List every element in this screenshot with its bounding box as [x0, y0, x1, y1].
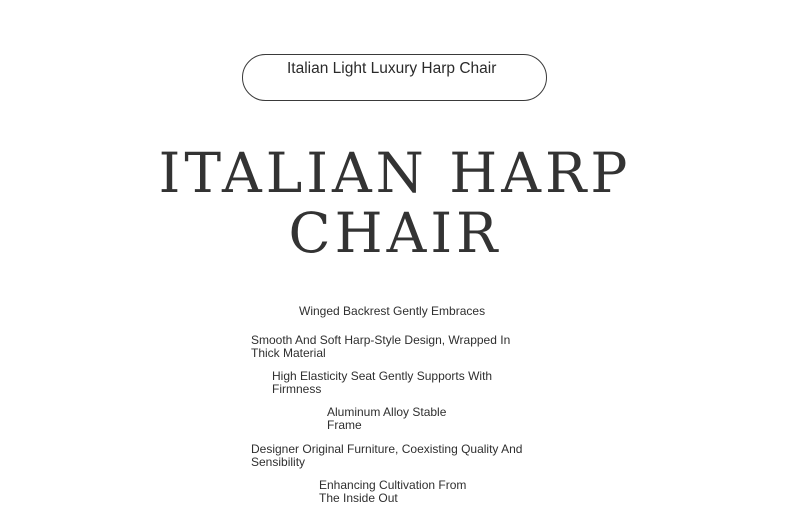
feature-item: Winged Backrest Gently Embraces: [299, 304, 486, 318]
feature-item: Aluminum Alloy Stable Frame: [327, 405, 447, 432]
product-name-label: Italian Light Luxury Harp Chair: [287, 60, 497, 77]
headline-line-1: ITALIAN HARP: [158, 141, 632, 205]
feature-item: Enhancing Cultivation From The Inside Out: [319, 478, 467, 505]
feature-item: Smooth And Soft Harp-Style Design, Wrapped In Thick Material: [251, 333, 511, 360]
headline-line-2: CHAIR: [288, 201, 502, 265]
feature-item: Designer Original Furniture, Coexisting Quality And Sensibility: [251, 442, 523, 469]
feature-item: High Elasticity Seat Gently Supports With Firmness: [272, 369, 493, 396]
